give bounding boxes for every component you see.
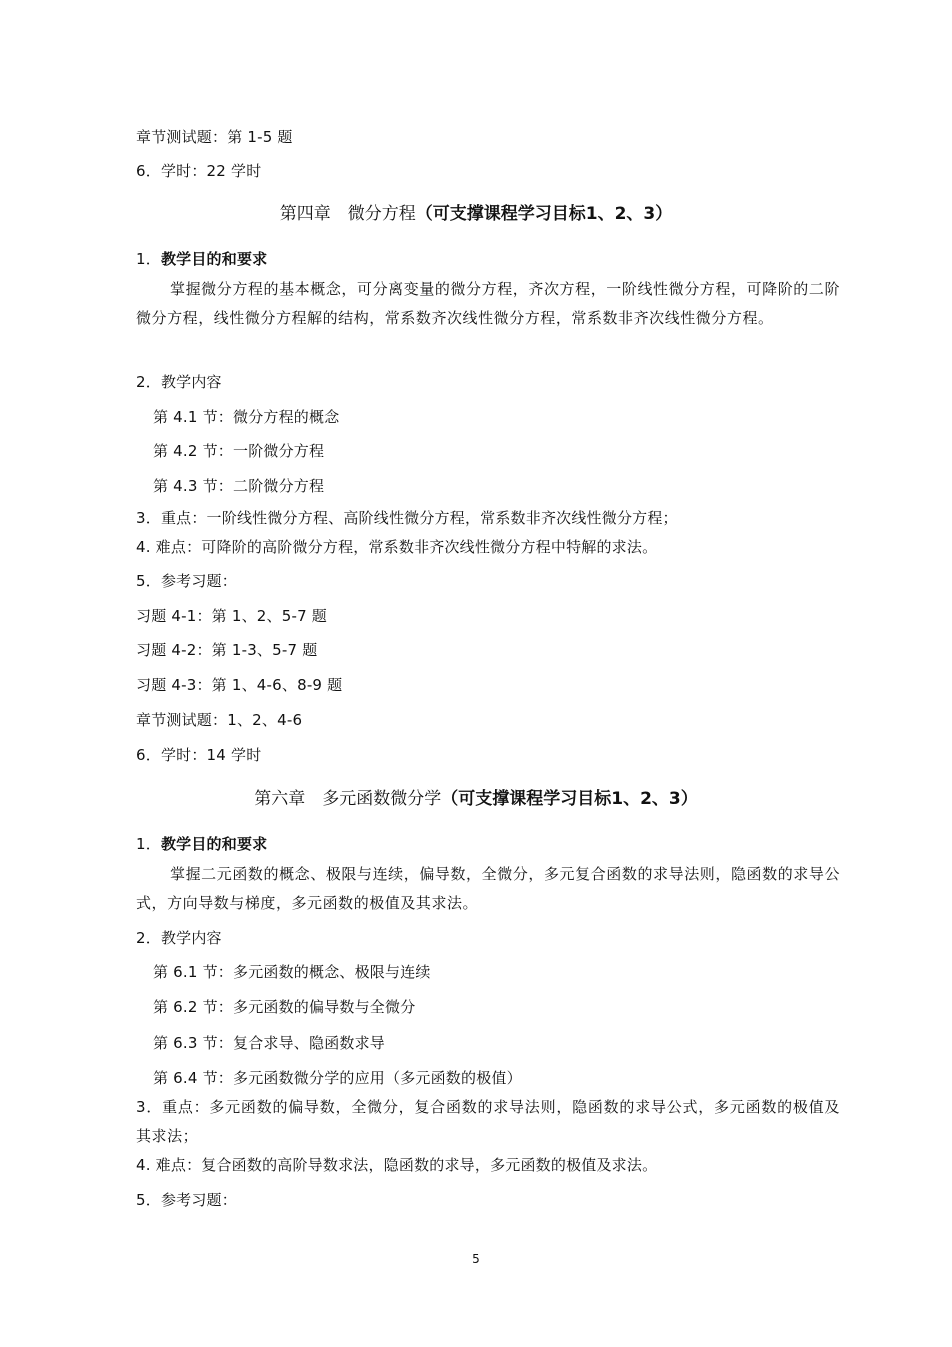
chapter6-section: 第 6.4 节：多元函数微分学的应用（多元函数的极值）: [153, 1069, 522, 1087]
chapter6-section: 第 6.1 节：多元函数的概念、极限与连续: [153, 963, 431, 981]
chapter6-key-points: 3．重点：多元函数的偏导数，全微分，复合函数的求导法则，隐函数的求导公式，多元函数的极值及其求法；: [136, 1098, 840, 1145]
page-number: 5: [472, 1252, 480, 1266]
chapter4-hours: 6．学时：14 学时: [136, 746, 262, 764]
chapter4-content-label: 2．教学内容: [136, 373, 222, 391]
chapter6-section: 第 6.2 节：多元函数的偏导数与全微分: [153, 998, 416, 1016]
chapter4-goal-text: 掌握微分方程的基本概念，可分离变量的微分方程，齐次方程，一阶线性微分方程，可降阶的二阶微分方程，线性微分方程解的结构，常系数齐次线性微分方程，常系数非齐次线性微分方程。: [136, 280, 840, 327]
chapter4-key-points: 3．重点：一阶线性微分方程、高阶线性微分方程，常系数非齐次线性微分方程；: [136, 509, 678, 527]
chapter4-section: 第 4.1 节：微分方程的概念: [153, 408, 340, 426]
chapter6-content-label: 2．教学内容: [136, 929, 222, 947]
chapter6-goal-heading: [136, 834, 267, 854]
chapter4-goal-heading: [136, 249, 267, 269]
chapter4-exercise: 习题 4-3：第 1、4-6、8-9 题: [136, 676, 343, 694]
chapter4-exercise: 习题 4-1：第 1、2、5-7 题: [136, 607, 327, 625]
chapter4-chapter-test: 章节测试题：1、2、4-6: [136, 711, 303, 729]
chapter4-title-suffix: （可支撑课程学习目标1、2、3）: [415, 204, 673, 224]
chapter4-title: 第四章 微分方程: [279, 204, 416, 224]
chapter6-goal-label: 教学目的和要求: [160, 835, 268, 853]
chapter6-goal-text: 掌握二元函数的概念、极限与连续，偏导数，全微分，多元复合函数的求导法则，隐函数的求导公式，方向导数与梯度，多元函数的极值及其求法。: [136, 865, 840, 912]
chapter4-section: 第 4.2 节：一阶微分方程: [153, 442, 325, 460]
chapter6-section: 第 6.3 节：复合求导、隐函数求导: [153, 1034, 385, 1052]
chapter4-exercise: 习题 4-2：第 1-3、5-7 题: [136, 641, 318, 659]
chapter6-goal-num: 1．: [136, 835, 161, 853]
chapter-test-line: 章节测试题：第 1-5 题: [136, 128, 293, 146]
chapter6-title-suffix: （可支撑课程学习目标1、2、3）: [441, 789, 698, 809]
chapter4-exercises-label: 5．参考习题：: [136, 572, 237, 590]
chapter4-section: 第 4.3 节：二阶微分方程: [153, 477, 325, 495]
chapter6-heading: [0, 787, 952, 811]
chapter6-difficulties: 4. 难点：复合函数的高阶导数求法，隐函数的求导，多元函数的极值及求法。: [136, 1156, 658, 1174]
chapter6-exercises-label: 5．参考习题：: [136, 1191, 237, 1209]
hours-line: 6．学时：22 学时: [136, 162, 262, 180]
chapter4-goal-label: 教学目的和要求: [160, 250, 268, 268]
chapter6-title: 第六章 多元函数微分学: [254, 789, 442, 809]
chapter4-goal-num: 1．: [136, 250, 161, 268]
chapter4-heading: [0, 202, 952, 226]
chapter4-difficulties: 4. 难点：可降阶的高阶微分方程，常系数非齐次线性微分方程中特解的求法。: [136, 538, 658, 556]
